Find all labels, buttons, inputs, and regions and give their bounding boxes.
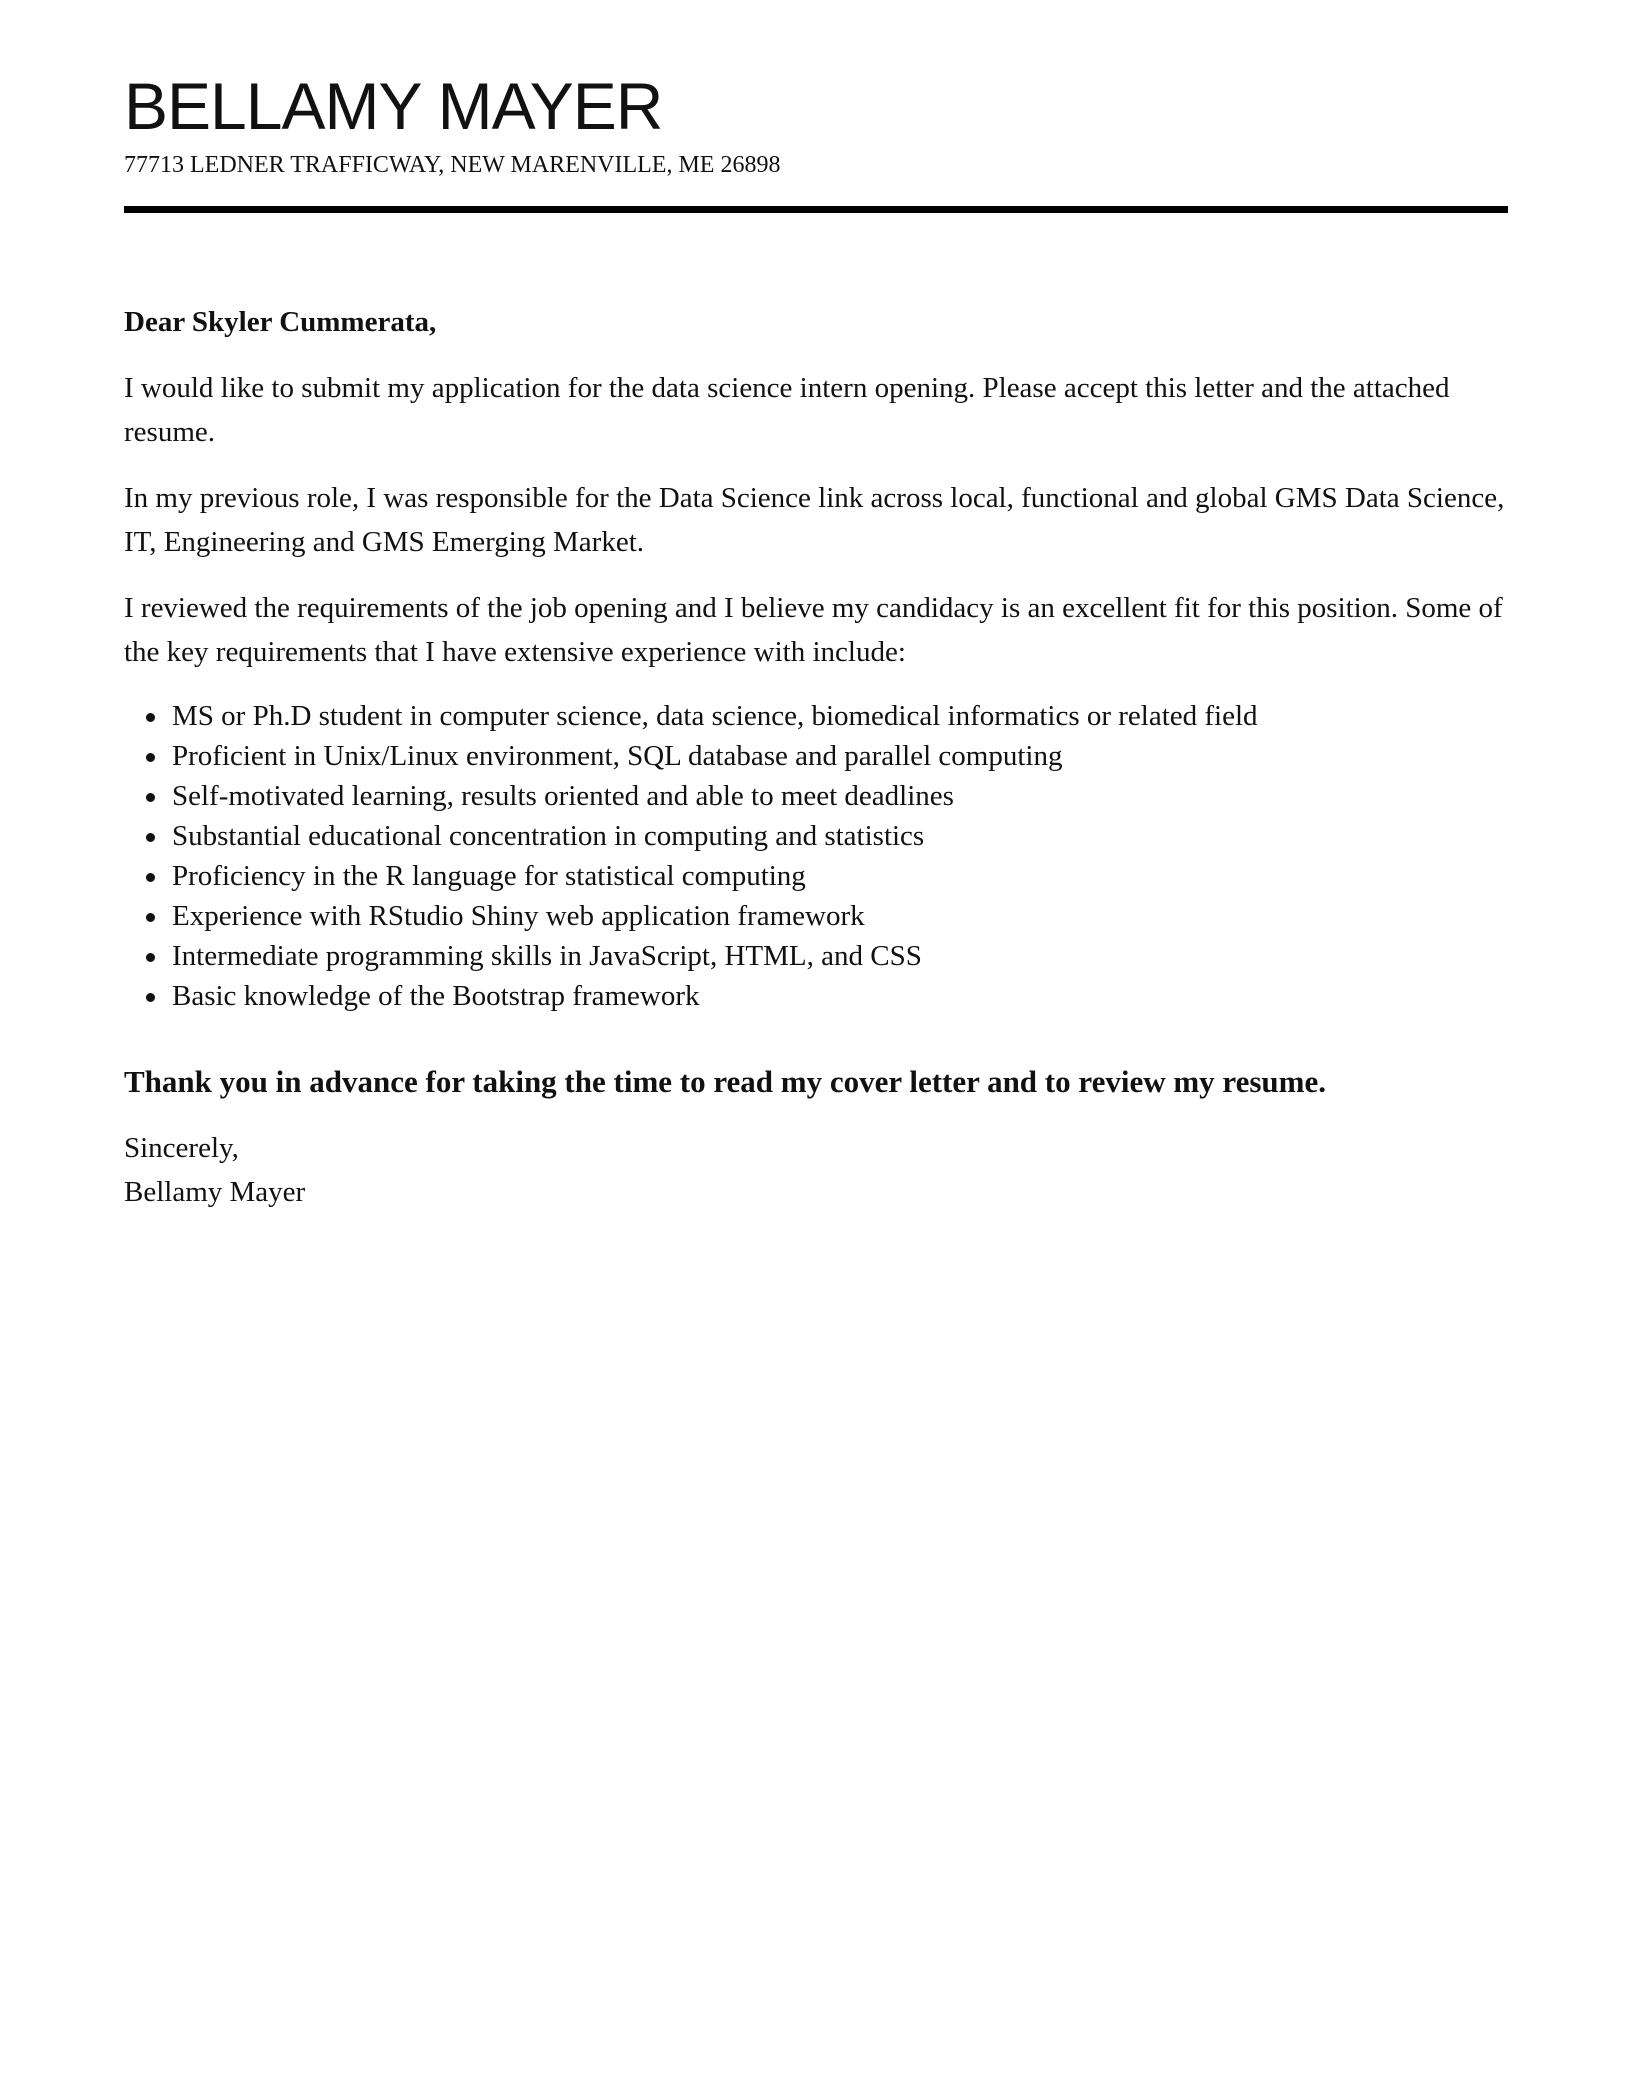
applicant-address: 77713 LEDNER TRAFFICWAY, NEW MARENVILLE, ME 26898 <box>124 152 781 178</box>
letter-body <box>124 300 1508 1214</box>
paragraph-intro: I would like to submit my application for the data science intern opening. Please accept this letter and the attached resume. <box>124 372 1450 448</box>
list-item: Substantial educational concentration in computing and statistics <box>172 816 1508 856</box>
signoff: Sincerely, <box>124 1132 239 1164</box>
list-item: Experience with RStudio Shiny web application framework <box>172 896 1508 936</box>
salutation: Dear Skyler Cummerata, <box>124 306 437 338</box>
bullet-icon <box>146 873 155 882</box>
list-item: MS or Ph.D student in computer science, data science, biomedical informatics or related field <box>172 696 1508 736</box>
list-item: Proficient in Unix/Linux environment, SQL database and parallel computing <box>172 736 1508 776</box>
header-divider <box>124 206 1508 213</box>
paragraph-previous-role: In my previous role, I was responsible for the Data Science link across local, functional and global GMS Data Science, IT, Engineering and GMS Emerging Market. <box>124 482 1505 558</box>
requirements-list <box>124 696 1508 1016</box>
list-item: Intermediate programming skills in JavaScript, HTML, and CSS <box>172 936 1508 976</box>
closing-statement: Thank you in advance for taking the time to read my cover letter and to review my resume. <box>124 1064 1327 1099</box>
paragraph-requirements-intro: I reviewed the requirements of the job opening and I believe my candidacy is an excellent fit for this position. Some of the key requirements that I have extensive experience with include: <box>124 592 1503 668</box>
signature: Bellamy Mayer <box>124 1176 306 1208</box>
list-item: Basic knowledge of the Bootstrap framework <box>172 976 1508 1016</box>
list-item: Proficiency in the R language for statistical computing <box>172 856 1508 896</box>
bullet-icon <box>146 993 155 1002</box>
list-item: Self-motivated learning, results oriented and able to meet deadlines <box>172 776 1508 816</box>
applicant-name: BELLAMY MAYER <box>124 69 663 143</box>
bullet-icon <box>146 913 155 922</box>
bullet-icon <box>146 953 155 962</box>
bullet-icon <box>146 793 155 802</box>
bullet-icon <box>146 713 155 722</box>
bullet-icon <box>146 753 155 762</box>
bullet-icon <box>146 833 155 842</box>
